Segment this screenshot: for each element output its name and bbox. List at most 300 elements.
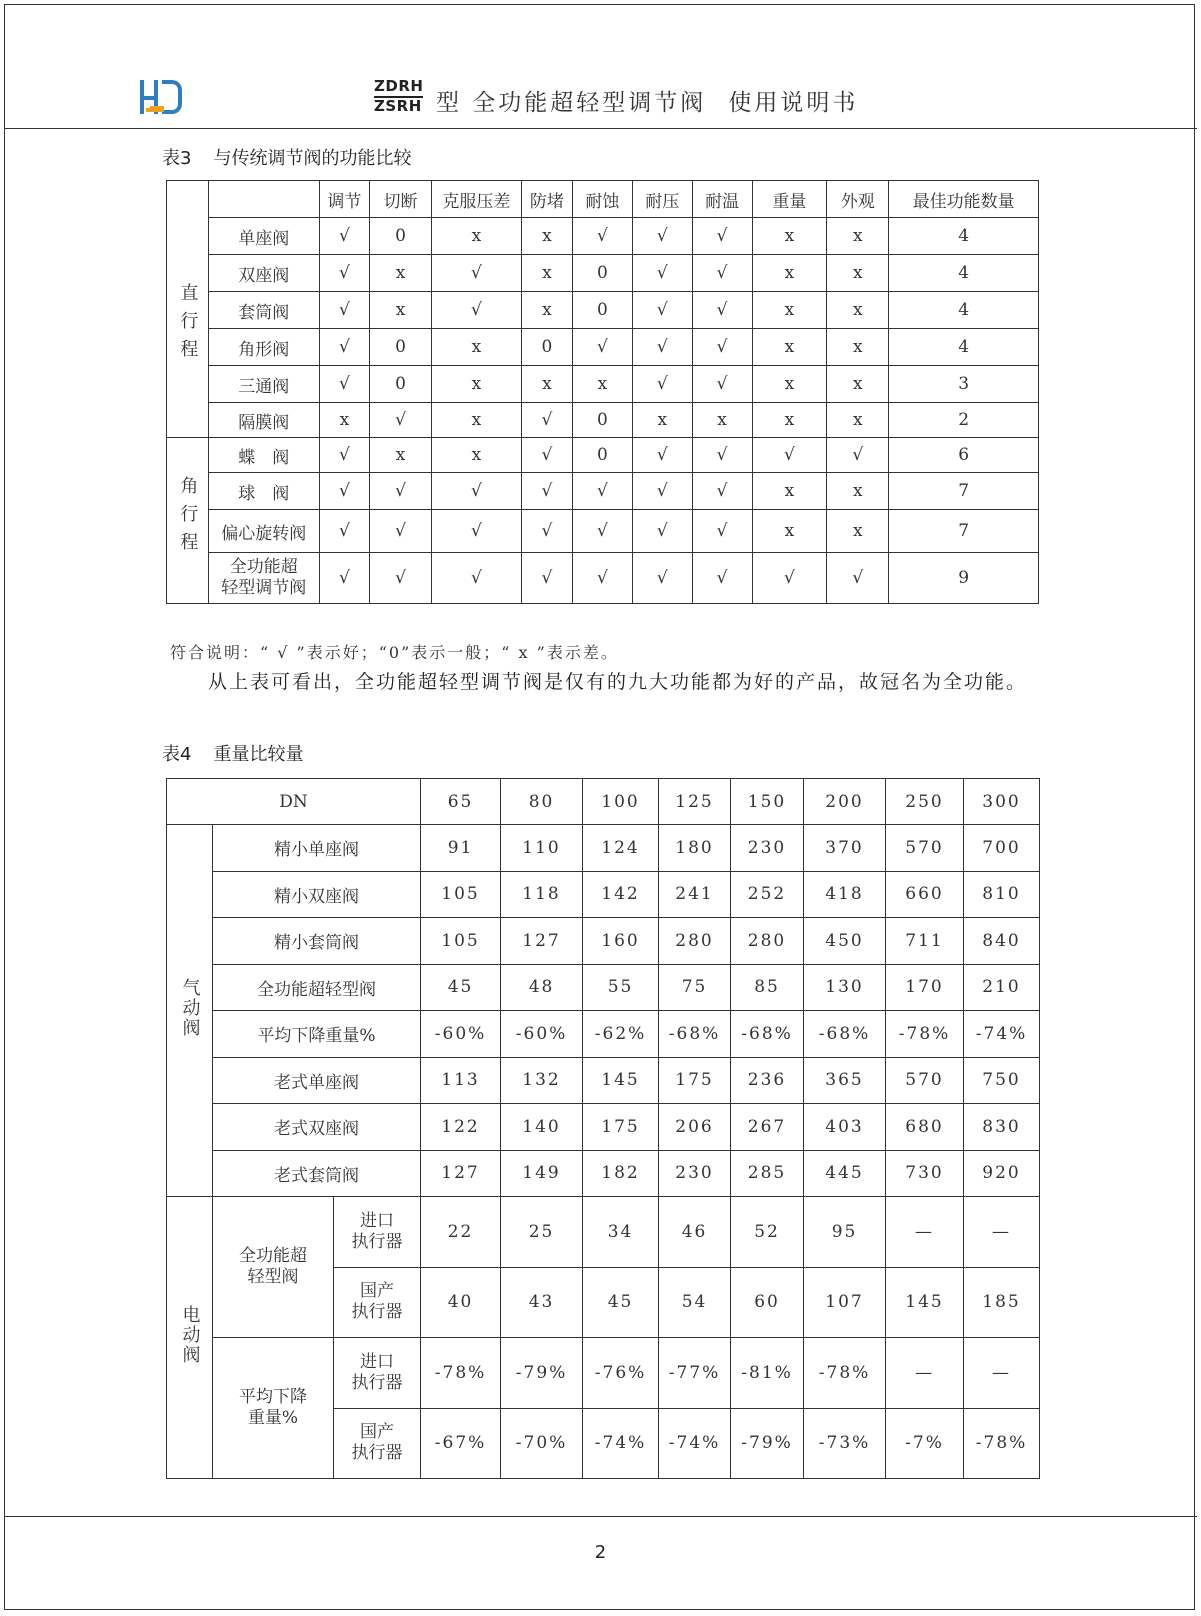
t3-cell: √ [692, 255, 752, 292]
t3-cell: 4 [889, 329, 1039, 366]
t4-row-name: 老式单座阀 [213, 1057, 421, 1104]
t3-header-row [167, 181, 1039, 218]
t3-cell: √ [319, 438, 369, 473]
t3-cell: √ [752, 553, 827, 604]
t4-cell: 91 [421, 825, 501, 872]
t4-actuator-line: 国产 [360, 1422, 395, 1443]
t3-cell: 6 [889, 438, 1039, 473]
t4-row-name: 全功能超轻型阀 [213, 964, 421, 1011]
t4-cell: 660 [886, 871, 964, 918]
t4-cell: -79% [501, 1338, 583, 1409]
t4-cell: -67% [421, 1408, 501, 1479]
t3-rowname-header [208, 181, 319, 218]
t3-row-name: 蝶 阀 [208, 438, 319, 473]
t4-cell: 810 [964, 871, 1040, 918]
t3-row-name: 单座阀 [208, 218, 319, 255]
t4-pneumatic-row [167, 1057, 1040, 1104]
t3-cell: 0 [573, 292, 633, 329]
t4-cell: 55 [583, 964, 659, 1011]
t3-cell: √ [692, 329, 752, 366]
t4-dn-value: 65 [421, 779, 501, 825]
t4-cell: 25 [501, 1197, 583, 1268]
t4-row-name: 平均下降重量% [213, 1011, 421, 1058]
t4-cell: -7% [886, 1408, 964, 1479]
t4-cell: 60 [731, 1267, 804, 1338]
t3-row-name-line: 全功能超 [229, 557, 298, 577]
t4-cell: 110 [501, 825, 583, 872]
t4-cell: 75 [659, 964, 731, 1011]
t4-row-name: 精小套筒阀 [213, 918, 421, 965]
company-logo [138, 78, 184, 116]
t3-column-header: 耐温 [692, 181, 752, 218]
t3-cell: 4 [889, 218, 1039, 255]
t3-cell: √ [632, 510, 692, 553]
t4-cell: 45 [583, 1267, 659, 1338]
t3-cell: √ [431, 292, 521, 329]
t3-group-angular-stroke [167, 438, 209, 604]
t4-actuator-line: 进口 [360, 1351, 395, 1372]
t3-cell: √ [632, 366, 692, 403]
t4-cell: 365 [804, 1057, 886, 1104]
t4-dn-label: DN [167, 779, 421, 825]
t4-group-label: 气动阀 [179, 978, 201, 1038]
t3-column-header: 外观 [827, 181, 889, 218]
t4-cell: 127 [421, 1150, 501, 1197]
t4-electric-section-name [213, 1197, 334, 1338]
t4-row-name: 老式双座阀 [213, 1104, 421, 1151]
t3-row-name: 偏心旋转阀 [208, 510, 319, 553]
t3-group-label: 角行程 [177, 476, 199, 560]
t3-cell: x [431, 403, 521, 438]
t3-cell: 4 [889, 292, 1039, 329]
t4-cell: -70% [501, 1408, 583, 1479]
t4-cell: 149 [501, 1150, 583, 1197]
t4-cell: -78% [964, 1408, 1040, 1479]
t4-header-row [167, 779, 1040, 825]
t4-pneumatic-row [167, 1150, 1040, 1197]
t4-cell: 750 [964, 1057, 1040, 1104]
t4-cell: 170 [886, 964, 964, 1011]
t4-pneumatic-row [167, 871, 1040, 918]
t3-cell: x [431, 329, 521, 366]
t3-cell: x [752, 255, 827, 292]
t3-cell: √ [632, 329, 692, 366]
t4-cell: 680 [886, 1104, 964, 1151]
t3-cell: x [431, 438, 521, 473]
t3-cell: x [752, 510, 827, 553]
t3-cell: x [827, 510, 889, 553]
t4-cell: 830 [964, 1104, 1040, 1151]
t4-cell: 280 [731, 918, 804, 965]
t3-row-name: 双座阀 [208, 255, 319, 292]
t4-cell: 113 [421, 1057, 501, 1104]
t4-cell: 54 [659, 1267, 731, 1338]
t4-dn-value: 100 [583, 779, 659, 825]
t4-cell: 418 [804, 871, 886, 918]
t4-cell: 236 [731, 1057, 804, 1104]
t4-cell: 403 [804, 1104, 886, 1151]
t4-row-name: 精小单座阀 [213, 825, 421, 872]
t4-electric-row [167, 1338, 1040, 1409]
t4-cell: 48 [501, 964, 583, 1011]
t3-cell: 0 [573, 438, 633, 473]
t3-cell: 0 [370, 218, 432, 255]
t4-cell: — [886, 1197, 964, 1268]
t3-cell: x [632, 403, 692, 438]
t3-cell: √ [370, 473, 432, 510]
t3-cell: 0 [521, 329, 572, 366]
t3-cell: √ [827, 553, 889, 604]
t4-group-label: 电动阀 [179, 1305, 201, 1365]
t4-cell: 145 [886, 1267, 964, 1338]
t4-cell: 840 [964, 918, 1040, 965]
t4-cell: 122 [421, 1104, 501, 1151]
t3-cell: 4 [889, 255, 1039, 292]
t4-cell: 570 [886, 825, 964, 872]
weight-comparison-table [166, 778, 1040, 1479]
t4-cell: 43 [501, 1267, 583, 1338]
table3-caption [162, 144, 411, 170]
t4-section-name-line: 平均下降 [239, 1387, 307, 1407]
t4-cell: -62% [583, 1011, 659, 1058]
t4-cell: 241 [659, 871, 731, 918]
t4-cell: -78% [886, 1011, 964, 1058]
t4-cell: 920 [964, 1150, 1040, 1197]
t3-cell: x [752, 292, 827, 329]
t4-cell: 570 [886, 1057, 964, 1104]
t3-cell: √ [692, 473, 752, 510]
t4-pneumatic-row [167, 1011, 1040, 1058]
t4-section-name-line: 全功能超 [239, 1246, 307, 1266]
t4-group-electric [167, 1197, 213, 1479]
table4-title: 重量比较量 [213, 744, 304, 765]
t4-actuator-type [334, 1408, 421, 1479]
t4-actuator-line: 执行器 [351, 1302, 403, 1323]
t3-cell: √ [370, 510, 432, 553]
t3-row [167, 473, 1039, 510]
t3-group-label: 直行程 [177, 282, 199, 367]
t3-cell: √ [692, 366, 752, 403]
t4-cell: 700 [964, 825, 1040, 872]
t3-cell: x [752, 218, 827, 255]
t3-cell: √ [521, 438, 572, 473]
t3-cell: √ [632, 473, 692, 510]
table4-caption [162, 740, 303, 766]
t4-cell: 118 [501, 871, 583, 918]
t3-cell: √ [521, 473, 572, 510]
t4-cell: 230 [731, 825, 804, 872]
t4-cell: 370 [804, 825, 886, 872]
t4-cell: 252 [731, 871, 804, 918]
t3-cell: √ [319, 553, 369, 604]
t3-cell: √ [573, 329, 633, 366]
t3-cell: √ [632, 292, 692, 329]
t4-cell: -79% [731, 1408, 804, 1479]
t4-cell: 267 [731, 1104, 804, 1151]
t3-cell: √ [431, 510, 521, 553]
t4-actuator-type [334, 1197, 421, 1268]
t3-cell: x [521, 292, 572, 329]
t4-cell: 22 [421, 1197, 501, 1268]
t3-cell: x [827, 366, 889, 403]
t4-cell: -74% [964, 1011, 1040, 1058]
t3-cell: x [370, 255, 432, 292]
t4-cell: 730 [886, 1150, 964, 1197]
t4-row-name: 老式套筒阀 [213, 1150, 421, 1197]
t3-cell: √ [692, 438, 752, 473]
t3-cell: √ [632, 255, 692, 292]
t4-cell: 95 [804, 1197, 886, 1268]
t4-actuator-line: 执行器 [351, 1372, 403, 1393]
t3-cell: 0 [573, 403, 633, 438]
t4-section-name-line: 轻型阀 [247, 1267, 299, 1287]
t4-cell: — [886, 1338, 964, 1409]
t3-cell: 7 [889, 473, 1039, 510]
t3-cell: x [827, 292, 889, 329]
t4-row-name: 精小双座阀 [213, 871, 421, 918]
t4-cell: -74% [659, 1408, 731, 1479]
t3-row [167, 366, 1039, 403]
t4-actuator-type [334, 1267, 421, 1338]
t4-cell: -73% [804, 1408, 886, 1479]
t4-cell: 46 [659, 1197, 731, 1268]
t4-pneumatic-row [167, 918, 1040, 965]
t3-column-header: 防堵 [521, 181, 572, 218]
t4-cell: 145 [583, 1057, 659, 1104]
t4-cell: 160 [583, 918, 659, 965]
t3-cell: √ [521, 553, 572, 604]
t4-cell: -81% [731, 1338, 804, 1409]
t4-cell: 230 [659, 1150, 731, 1197]
brand-model-codes [374, 78, 423, 115]
t3-cell: √ [521, 510, 572, 553]
t3-cell: √ [319, 255, 369, 292]
t3-cell: x [827, 255, 889, 292]
t3-column-header: 克服压差 [431, 181, 521, 218]
t3-cell: x [827, 218, 889, 255]
t3-cell: √ [692, 510, 752, 553]
t3-cell: x [573, 366, 633, 403]
t4-cell: — [964, 1197, 1040, 1268]
t4-cell: 206 [659, 1104, 731, 1151]
t4-cell: -68% [804, 1011, 886, 1058]
t3-cell: x [521, 255, 572, 292]
t3-cell: √ [431, 255, 521, 292]
t3-column-header: 最佳功能数量 [889, 181, 1039, 218]
t3-cell: 0 [370, 329, 432, 366]
t4-actuator-line: 国产 [360, 1281, 395, 1302]
t3-row-name-line: 轻型调节阀 [221, 578, 307, 598]
t3-row-name: 隔膜阀 [208, 403, 319, 438]
t3-cell: x [752, 329, 827, 366]
t3-cell: √ [632, 438, 692, 473]
t4-dn-value: 300 [964, 779, 1040, 825]
t4-actuator-line: 执行器 [351, 1443, 403, 1464]
t4-cell: 450 [804, 918, 886, 965]
t3-cell: 0 [573, 255, 633, 292]
header-divider [4, 128, 1197, 129]
t4-actuator-line: 执行器 [351, 1231, 403, 1252]
t3-cell: √ [573, 218, 633, 255]
brand-code-zsrh: ZSRH [374, 97, 422, 115]
t3-cell: √ [692, 553, 752, 604]
t4-cell: 182 [583, 1150, 659, 1197]
document-title-main: 型 全功能超轻型调节阀 [436, 90, 707, 116]
t4-cell: 180 [659, 825, 731, 872]
t3-cell: √ [319, 366, 369, 403]
t4-cell: 175 [583, 1104, 659, 1151]
table3-conclusion: 从上表可看出，全功能超轻型调节阀是仅有的九大功能都为好的产品，故冠名为全功能。 [208, 671, 1028, 693]
t3-column-header: 重量 [752, 181, 827, 218]
t3-cell: √ [431, 553, 521, 604]
t3-cell: √ [573, 553, 633, 604]
document-title-sub: 使用说明书 [728, 90, 859, 116]
t3-cell: √ [370, 553, 432, 604]
t4-cell: 445 [804, 1150, 886, 1197]
footer-divider [4, 1516, 1197, 1517]
t3-cell: x [319, 403, 369, 438]
t4-cell: 285 [731, 1150, 804, 1197]
t4-cell: 132 [501, 1057, 583, 1104]
t3-cell: √ [431, 473, 521, 510]
t3-row [167, 255, 1039, 292]
t3-group-straight-stroke [167, 218, 209, 438]
t3-row-name: 三通阀 [208, 366, 319, 403]
table3-legend: 符合说明：“ √ ”表示好；“0”表示一般；“ x ”表示差。 [170, 643, 619, 662]
t3-row [167, 329, 1039, 366]
t3-cell: √ [319, 473, 369, 510]
t4-cell: -78% [421, 1338, 501, 1409]
t3-corner-cell [167, 181, 209, 218]
t3-column-header: 切断 [370, 181, 432, 218]
t3-cell: x [827, 473, 889, 510]
t3-cell: √ [632, 218, 692, 255]
t4-cell: 107 [804, 1267, 886, 1338]
t4-dn-value: 200 [804, 779, 886, 825]
t3-cell: √ [692, 218, 752, 255]
t4-group-pneumatic [167, 825, 213, 1197]
t3-cell: √ [692, 292, 752, 329]
t4-cell: 175 [659, 1057, 731, 1104]
t4-cell: -74% [583, 1408, 659, 1479]
t4-actuator-line: 进口 [360, 1210, 395, 1231]
t3-row [167, 292, 1039, 329]
t3-row-name [208, 553, 319, 604]
t4-cell: 85 [731, 964, 804, 1011]
t4-actuator-type [334, 1338, 421, 1409]
t3-column-header: 耐蚀 [573, 181, 633, 218]
t4-cell: 142 [583, 871, 659, 918]
t4-cell: -76% [583, 1338, 659, 1409]
t3-row-name: 套筒阀 [208, 292, 319, 329]
t3-cell: x [521, 366, 572, 403]
t4-cell: — [964, 1338, 1040, 1409]
t3-cell: x [827, 329, 889, 366]
t4-cell: 185 [964, 1267, 1040, 1338]
t3-cell: 7 [889, 510, 1039, 553]
t3-cell: √ [319, 292, 369, 329]
t4-cell: -60% [501, 1011, 583, 1058]
t4-cell: 105 [421, 871, 501, 918]
t4-cell: -68% [731, 1011, 804, 1058]
t3-cell: x [521, 218, 572, 255]
t3-row [167, 438, 1039, 473]
t3-row [167, 218, 1039, 255]
table3-title: 与传统调节阀的功能比较 [213, 148, 412, 169]
t4-dn-value: 250 [886, 779, 964, 825]
t4-cell: 140 [501, 1104, 583, 1151]
t4-pneumatic-row [167, 964, 1040, 1011]
t4-electric-row [167, 1197, 1040, 1268]
t4-pneumatic-row [167, 825, 1040, 872]
t3-cell: x [692, 403, 752, 438]
t3-column-header: 耐压 [632, 181, 692, 218]
t3-cell: 2 [889, 403, 1039, 438]
t4-electric-section-name [213, 1338, 334, 1479]
t3-row-name: 球 阀 [208, 473, 319, 510]
t4-cell: 124 [583, 825, 659, 872]
t4-section-name-line: 重量% [247, 1408, 299, 1428]
t3-row [167, 510, 1039, 553]
t4-cell: 130 [804, 964, 886, 1011]
t4-cell: 34 [583, 1197, 659, 1268]
t4-dn-value: 80 [501, 779, 583, 825]
t3-column-header: 调节 [319, 181, 369, 218]
t3-cell: 0 [370, 366, 432, 403]
t4-cell: -78% [804, 1338, 886, 1409]
t3-cell: √ [319, 329, 369, 366]
t3-cell: x [752, 366, 827, 403]
function-comparison-table [166, 180, 1039, 604]
t4-dn-value: 150 [731, 779, 804, 825]
t3-cell: x [431, 366, 521, 403]
t3-cell: √ [370, 403, 432, 438]
t4-cell: 210 [964, 964, 1040, 1011]
document-title [436, 84, 858, 117]
table3-number: 表3 [162, 148, 192, 169]
t3-cell: √ [319, 218, 369, 255]
t3-cell: x [370, 438, 432, 473]
t3-cell: 3 [889, 366, 1039, 403]
t4-pneumatic-row [167, 1104, 1040, 1151]
t3-cell: x [431, 218, 521, 255]
t3-cell: √ [573, 473, 633, 510]
t3-cell: √ [319, 510, 369, 553]
t4-cell: 40 [421, 1267, 501, 1338]
t4-dn-value: 125 [659, 779, 731, 825]
t4-cell: 45 [421, 964, 501, 1011]
t4-cell: 280 [659, 918, 731, 965]
t4-cell: 52 [731, 1197, 804, 1268]
brand-code-zdrh: ZDRH [374, 78, 423, 98]
t3-cell: x [752, 473, 827, 510]
t3-cell: √ [521, 403, 572, 438]
t3-cell: √ [752, 438, 827, 473]
t4-cell: -77% [659, 1338, 731, 1409]
t3-row [167, 553, 1039, 604]
t4-cell: 127 [501, 918, 583, 965]
t4-cell: 711 [886, 918, 964, 965]
t3-cell: x [827, 403, 889, 438]
t3-cell: x [752, 403, 827, 438]
t3-cell: √ [827, 438, 889, 473]
t3-row [167, 403, 1039, 438]
t3-cell: √ [632, 553, 692, 604]
t3-row-name: 角形阀 [208, 329, 319, 366]
table4-number: 表4 [162, 744, 192, 765]
t4-cell: -68% [659, 1011, 731, 1058]
t4-cell: -60% [421, 1011, 501, 1058]
